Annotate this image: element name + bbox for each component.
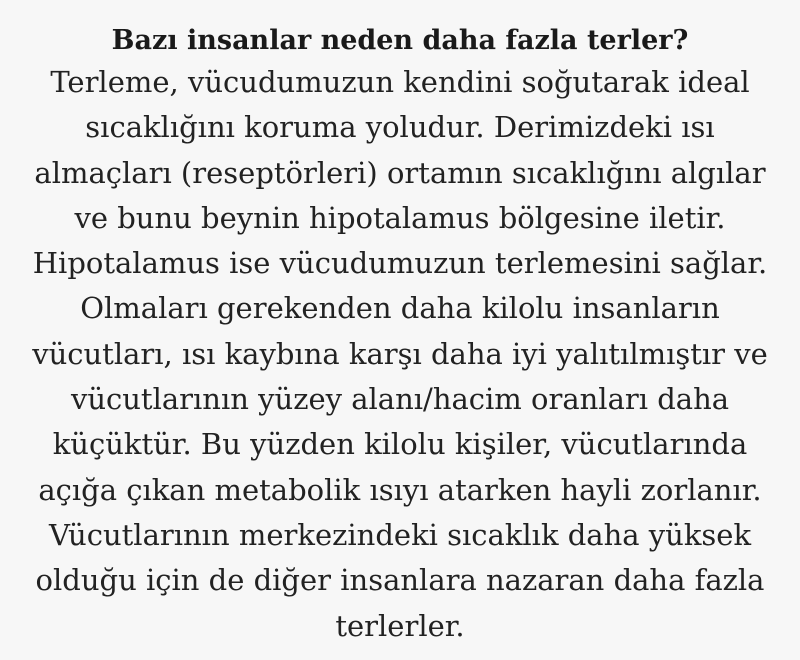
body-line: terlerler. xyxy=(335,608,465,643)
article-title: Bazı insanlar neden daha fazla terler? xyxy=(111,25,689,56)
body-line: vücutları, ısı kaybına karşı daha iyi yalıtılmıştır ve xyxy=(32,336,768,371)
body-line: Hipotalamus ise vücudumuzun terlemesini sağlar. xyxy=(32,246,768,281)
body-line: vücutlarının yüzey alanı/hacim oranları daha xyxy=(70,382,730,417)
body-line: almaçları (reseptörleri) ortamın sıcaklığını algılar xyxy=(34,155,766,190)
body-line: açığa çıkan metabolik ısıyı atarken hayli zorlanır. xyxy=(38,472,762,507)
body-line: Olmaları gerekenden daha kilolu insanların xyxy=(80,291,720,326)
article-body xyxy=(30,60,770,649)
body-line: ve bunu beynin hipotalamus bölgesine iletir. xyxy=(74,200,726,235)
body-line: küçüktür. Bu yüzden kilolu kişiler, vücutlarında xyxy=(52,427,748,462)
body-line: olduğu için de diğer insanlara nazaran daha fazla xyxy=(35,563,765,598)
body-line: Terleme, vücudumuzun kendini soğutarak ideal xyxy=(50,65,750,99)
body-line: sıcaklığını koruma yoludur. Derimizdeki ısı xyxy=(85,110,715,145)
body-line: Vücutlarının merkezindeki sıcaklık daha yüksek xyxy=(48,517,752,552)
